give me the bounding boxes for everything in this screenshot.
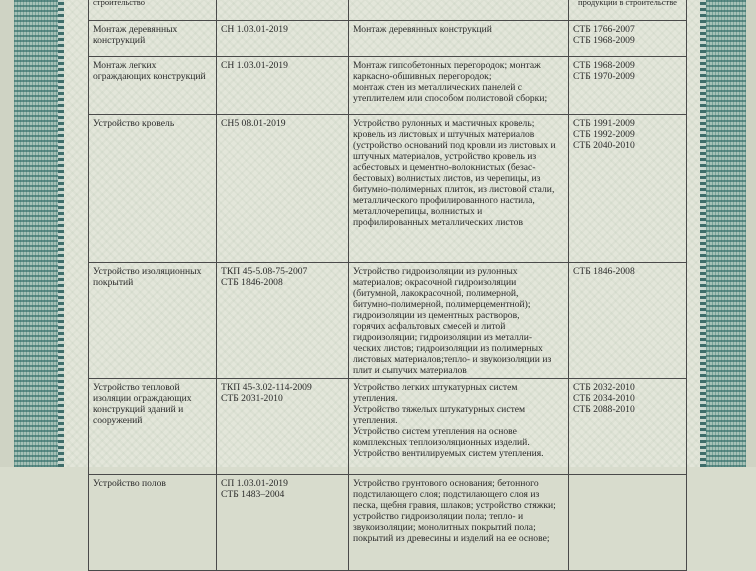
work-cell-line: Устройство тепловой [93, 382, 180, 393]
standards-cell-line: СТБ 1991-2009 [573, 118, 635, 129]
description-cell-line: асбестовых и цементно-волокнистых (безас- [353, 162, 536, 173]
norms-cell-line: СТБ 1483–2004 [221, 489, 285, 500]
table-row [89, 263, 687, 379]
norms-cell-line: СН5 08.01-2019 [221, 118, 286, 129]
work-cell-line: Устройство изоляционных [93, 266, 202, 277]
description-cell-line: гидроизоляции из цементных растворов, [353, 310, 520, 321]
header-col-standards-text: продукции в строительстве [578, 0, 677, 7]
description-cell-line: материалов; окрасочной гидроизоляции [353, 277, 517, 288]
norms-cell [217, 379, 349, 475]
header-col-work-text: строительство [93, 0, 145, 7]
table-row [89, 57, 687, 115]
standards-cell [569, 379, 687, 475]
norms-cell-line: ТКП 45-5.08-75-2007 [221, 266, 308, 277]
description-cell-line: горячих асфальтовых смесей и литой [353, 321, 506, 332]
norms-cell-line: СТБ 1846-2008 [221, 277, 283, 288]
standards-cell-line: СТБ 1968-2009 [573, 60, 635, 71]
description-cell-line: устройство гидроизоляции пола; тепло- и [353, 511, 524, 522]
ornamental-border-left [14, 0, 58, 467]
work-cell-line: сооружений [93, 415, 143, 426]
work-cell [89, 379, 217, 475]
description-cell-line: профилированных металлических листов [353, 217, 523, 228]
description-cell [349, 21, 569, 57]
work-cell [89, 475, 217, 571]
ornamental-border-right [706, 0, 746, 467]
norms-cell-line: СП 1.03.01-2019 [221, 478, 288, 489]
description-cell-line: металлического профилированного настила, [353, 195, 535, 206]
standards-cell-line: СТБ 2032-2010 [573, 382, 635, 393]
table-row [89, 21, 687, 57]
description-cell-line: подстилающего слоя; подстилающего слоя из [353, 489, 540, 500]
standards-cell-line: СТБ 2040-2010 [573, 140, 635, 151]
description-cell-line: Устройство тяжелых штукатурных систем [353, 404, 526, 415]
work-cell [89, 21, 217, 57]
work-cell-line: Монтаж легких [93, 60, 157, 71]
description-cell-line: металлочерепицы, волнистых и [353, 206, 483, 217]
header-col-work [89, 0, 217, 21]
description-cell-line: Устройство рулонных и мастичных кровель; [353, 118, 535, 129]
standards-cell [569, 57, 687, 115]
work-cell-line: изоляции ограждающих [93, 393, 192, 404]
header-col-desc [349, 0, 569, 21]
norms-cell-line: СТБ 2031-2010 [221, 393, 283, 404]
description-cell-line: плит и сыпучих материалов [353, 365, 467, 376]
norms-cell [217, 21, 349, 57]
norms-cell [217, 263, 349, 379]
works-table [88, 0, 687, 571]
table-row [89, 379, 687, 475]
norms-cell-line: СН 1.03.01-2019 [221, 60, 288, 71]
standards-cell-line: СТБ 1968-2009 [573, 35, 635, 46]
page-edge-left [0, 0, 14, 467]
work-cell-line: Устройство полов [93, 478, 166, 489]
work-cell-line: покрытий [93, 277, 134, 288]
description-cell-line: листовых материалов;тепло- и звукоизоляции из [353, 354, 552, 365]
work-cell-line: конструкций зданий и [93, 404, 184, 415]
description-cell-line: каркасно-обшивных перегородок; [353, 71, 492, 82]
description-cell-line: Устройство вентилируемых систем утепления. [353, 448, 544, 459]
work-cell [89, 115, 217, 263]
work-cell-line: ограждающих конструкций [93, 71, 206, 82]
standards-cell [569, 115, 687, 263]
description-cell-line: (устройство оснований под кровли из листовых и [353, 140, 556, 151]
description-cell [349, 57, 569, 115]
description-cell-line: Устройство гидроизоляции из рулонных [353, 266, 518, 277]
table-header-row [89, 0, 687, 21]
description-cell-line: монтаж стен из металлических панелей с [353, 82, 523, 93]
description-cell-line: битумно-полимерных плиток, из листовой стали, [353, 184, 555, 195]
description-cell-line: утепления. [353, 415, 398, 426]
header-col-norms [217, 0, 349, 21]
description-cell [349, 379, 569, 475]
description-cell-line: песка, щебня гравия, шлаков; устройство стяжки; [353, 500, 556, 511]
description-cell-line: Устройство грунтового основания; бетонного [353, 478, 539, 489]
norms-cell [217, 115, 349, 263]
description-cell-line: битумно-полимерной, полимерцементной); [353, 299, 531, 310]
standards-cell-line: СТБ 1766-2007 [573, 24, 635, 35]
norms-cell-line: СН 1.03.01-2019 [221, 24, 288, 35]
norms-cell [217, 475, 349, 571]
description-cell-line: (битумной, лакокрасочной, полимерной, [353, 288, 519, 299]
description-cell-line: Устройство систем утепления на основе [353, 426, 517, 437]
work-cell-line: Устройство кровель [93, 118, 175, 129]
standards-cell [569, 475, 687, 571]
description-cell-line: ческих листов; гидроизоляции из полимерных [353, 343, 543, 354]
description-cell-line: утепления. [353, 393, 398, 404]
description-cell-line: комплексных теплоизоляционных изделий. [353, 437, 530, 448]
standards-cell [569, 263, 687, 379]
description-cell [349, 263, 569, 379]
work-cell-line: Монтаж деревянных [93, 24, 178, 35]
description-cell-line: Монтаж гипсобетонных перегородок; монтаж [353, 60, 541, 71]
description-cell-line: гидроизоляции; гидроизоляции из металли- [353, 332, 533, 343]
description-cell-line: покрытий из древесины и изделий на ее основе; [353, 533, 550, 544]
standards-cell-line: СТБ 1846-2008 [573, 266, 635, 277]
description-cell-line: Монтаж деревянных конструкций [353, 24, 492, 35]
description-cell-line: утеплителем или способом полистовой сборки; [353, 93, 548, 104]
description-cell-line: звукоизоляции; монолитных покрытий пола; [353, 522, 536, 533]
standards-cell [569, 21, 687, 57]
description-cell [349, 475, 569, 571]
table-row [89, 475, 687, 571]
table-row [89, 115, 687, 263]
description-cell-line: штучных материалов, устройство кровель из [353, 151, 537, 162]
standards-cell-line: СТБ 1970-2009 [573, 71, 635, 82]
description-cell-line: кровель из листовых и штучных материалов [353, 129, 535, 140]
header-col-standards [569, 0, 687, 21]
description-cell-line: Устройство легких штукатурных систем [353, 382, 518, 393]
standards-cell-line: СТБ 2088-2010 [573, 404, 635, 415]
page-edge-right [746, 0, 756, 467]
work-cell-line: конструкций [93, 35, 146, 46]
norms-cell [217, 57, 349, 115]
standards-cell-line: СТБ 2034-2010 [573, 393, 635, 404]
work-cell [89, 57, 217, 115]
description-cell [349, 115, 569, 263]
standards-cell-line: СТБ 1992-2009 [573, 129, 635, 140]
description-cell-line: бестовых) волнистых листов, из черепицы, из [353, 173, 541, 184]
work-cell [89, 263, 217, 379]
norms-cell-line: ТКП 45-3.02-114-2009 [221, 382, 312, 393]
